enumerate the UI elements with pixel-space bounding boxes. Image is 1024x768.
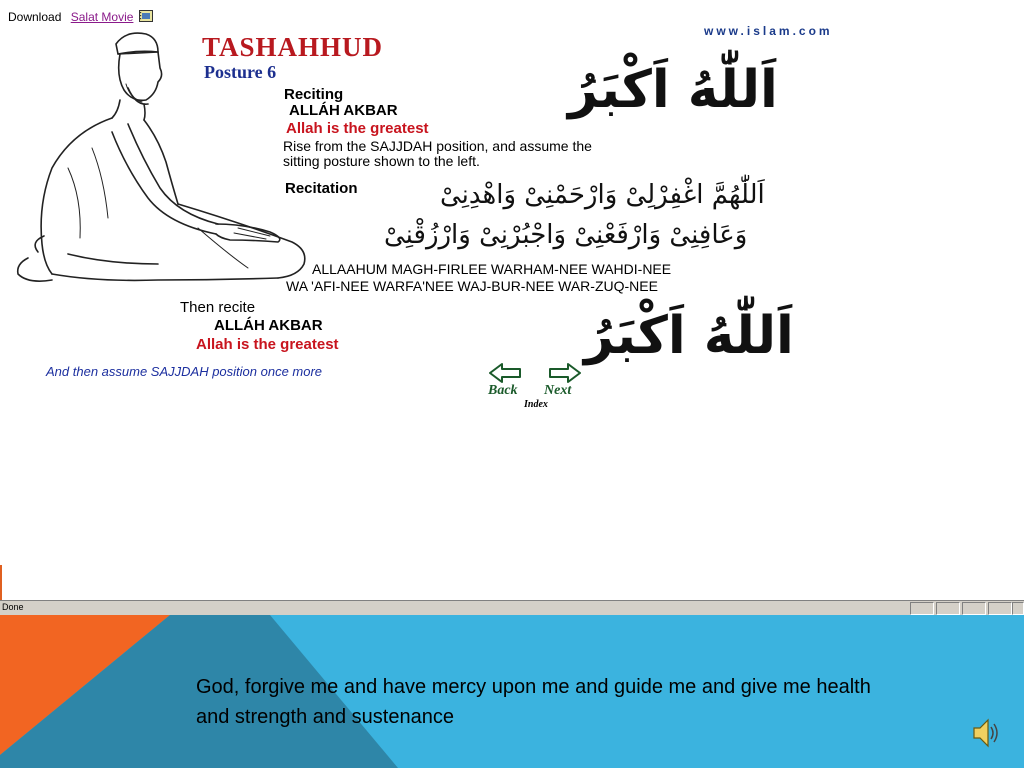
transliteration-line-2: WA 'AFI-NEE WARFA'NEE WAJ-BUR-NEE WAR-ZUQ-NEE	[286, 278, 658, 294]
film-icon[interactable]	[139, 10, 153, 25]
posture-number: Posture 6	[204, 62, 277, 82]
status-cell	[962, 602, 986, 615]
next-link[interactable]: Next	[544, 383, 572, 398]
browser-status-bar	[0, 600, 1024, 615]
arabic-takbir-top: اَللّٰهُ اَكْبَرُ	[568, 60, 778, 120]
left-accent-line	[0, 565, 2, 605]
website-url: www.islam.com	[704, 24, 833, 38]
reciting-phrase: ALLÁH AKBAR	[289, 102, 398, 119]
download-label: Download	[8, 10, 62, 24]
slide-caption: God, forgive me and have mercy upon me and guide me and give me health and strength and sustenance	[196, 676, 871, 728]
then-recite-phrase: ALLÁH AKBAR	[214, 317, 323, 334]
then-recite-meaning: Allah is the greatest	[196, 336, 339, 353]
status-cell	[936, 602, 960, 615]
status-cell	[1012, 602, 1024, 615]
index-link[interactable]: Index	[524, 399, 548, 410]
page-title: TASHAHHUD	[202, 32, 384, 62]
arabic-recitation-line-1: اَللّٰهُمَّ اغْفِرْلِىْ وَارْحَمْنِىْ وَاهْدِنِىْ	[440, 180, 765, 210]
status-text: Done	[2, 602, 24, 612]
status-cell	[910, 602, 934, 615]
instruction-line-1: Rise from the SAJJDAH position, and assume the	[283, 138, 592, 154]
reciting-heading: Reciting	[284, 86, 344, 103]
speaker-icon[interactable]	[972, 716, 1000, 755]
transliteration-line-1: ALLAAHUM MAGH-FIRLEE WARHAM-NEE WAHDI-NEE	[312, 261, 672, 277]
download-bar	[8, 10, 153, 25]
status-cell	[988, 602, 1012, 615]
recitation-heading: Recitation	[285, 180, 358, 197]
salat-movie-link[interactable]: Salat Movie	[70, 10, 134, 24]
arabic-recitation-line-2: وَعَافِنِىْ وَارْفَعْنِىْ وَاجْبُرْنِىْ وَارْزُقْنِىْ	[384, 220, 748, 250]
then-recite-heading: Then recite	[180, 299, 256, 316]
instruction-line-2: sitting posture shown to the left.	[283, 153, 480, 169]
closing-note: And then assume SAJJDAH position once more	[46, 364, 323, 379]
reciting-meaning: Allah is the greatest	[286, 120, 429, 137]
arabic-takbir-bottom: اَللّٰهُ اَكْبَرُ	[584, 306, 794, 366]
back-link[interactable]: Back	[488, 383, 518, 398]
